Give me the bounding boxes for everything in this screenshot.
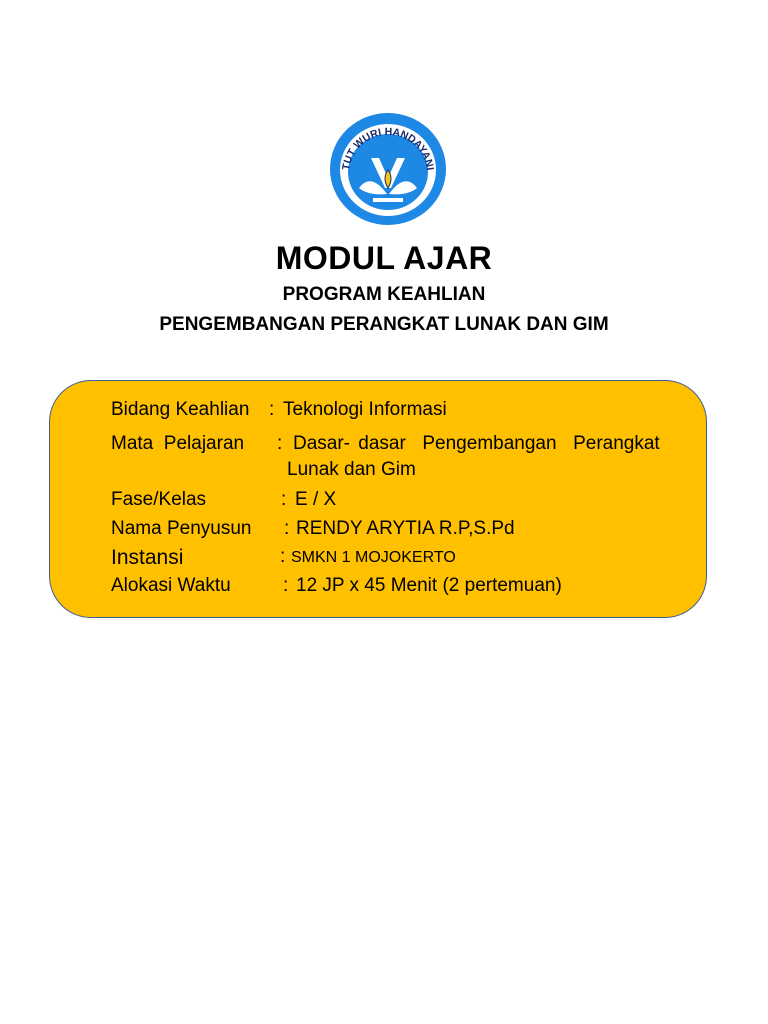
logo-motto-text: TUT WURI HANDAYANI [340, 125, 436, 172]
info-separator: : [277, 433, 283, 454]
info-separator: : [280, 546, 286, 567]
info-label: Nama Penyusun [111, 518, 252, 539]
info-value-cont: Lunak dan Gim [287, 459, 416, 480]
logo-book [373, 198, 403, 202]
document-title: MODUL AJAR [275, 240, 493, 276]
info-panel [49, 380, 707, 618]
info-separator: : [269, 399, 275, 420]
info-label: Mata Pelajaran [111, 433, 245, 454]
tut-wuri-handayani-logo [329, 112, 447, 226]
program-subtitle: PROGRAM KEAHLIAN [282, 284, 486, 305]
info-separator: : [283, 575, 289, 596]
info-separator: : [284, 518, 290, 539]
info-value: Dasar- dasar Pengembangan Perangkat [293, 433, 660, 454]
info-value: E / X [295, 489, 337, 510]
info-label: Alokasi Waktu [111, 575, 231, 596]
program-name: PENGEMBANGAN PERANGKAT LUNAK DAN GIM [159, 314, 609, 335]
info-value: 12 JP x 45 Menit (2 pertemuan) [296, 575, 562, 596]
info-value: RENDY ARYTIA R.P,S.Pd [296, 518, 515, 539]
info-value: SMKN 1 MOJOKERTO [291, 549, 456, 566]
info-separator: : [281, 489, 287, 510]
info-label: Bidang Keahlian [111, 399, 250, 420]
info-label: Fase/Kelas [111, 489, 207, 510]
info-value: Teknologi Informasi [283, 399, 447, 420]
info-label: Instansi [111, 546, 184, 569]
